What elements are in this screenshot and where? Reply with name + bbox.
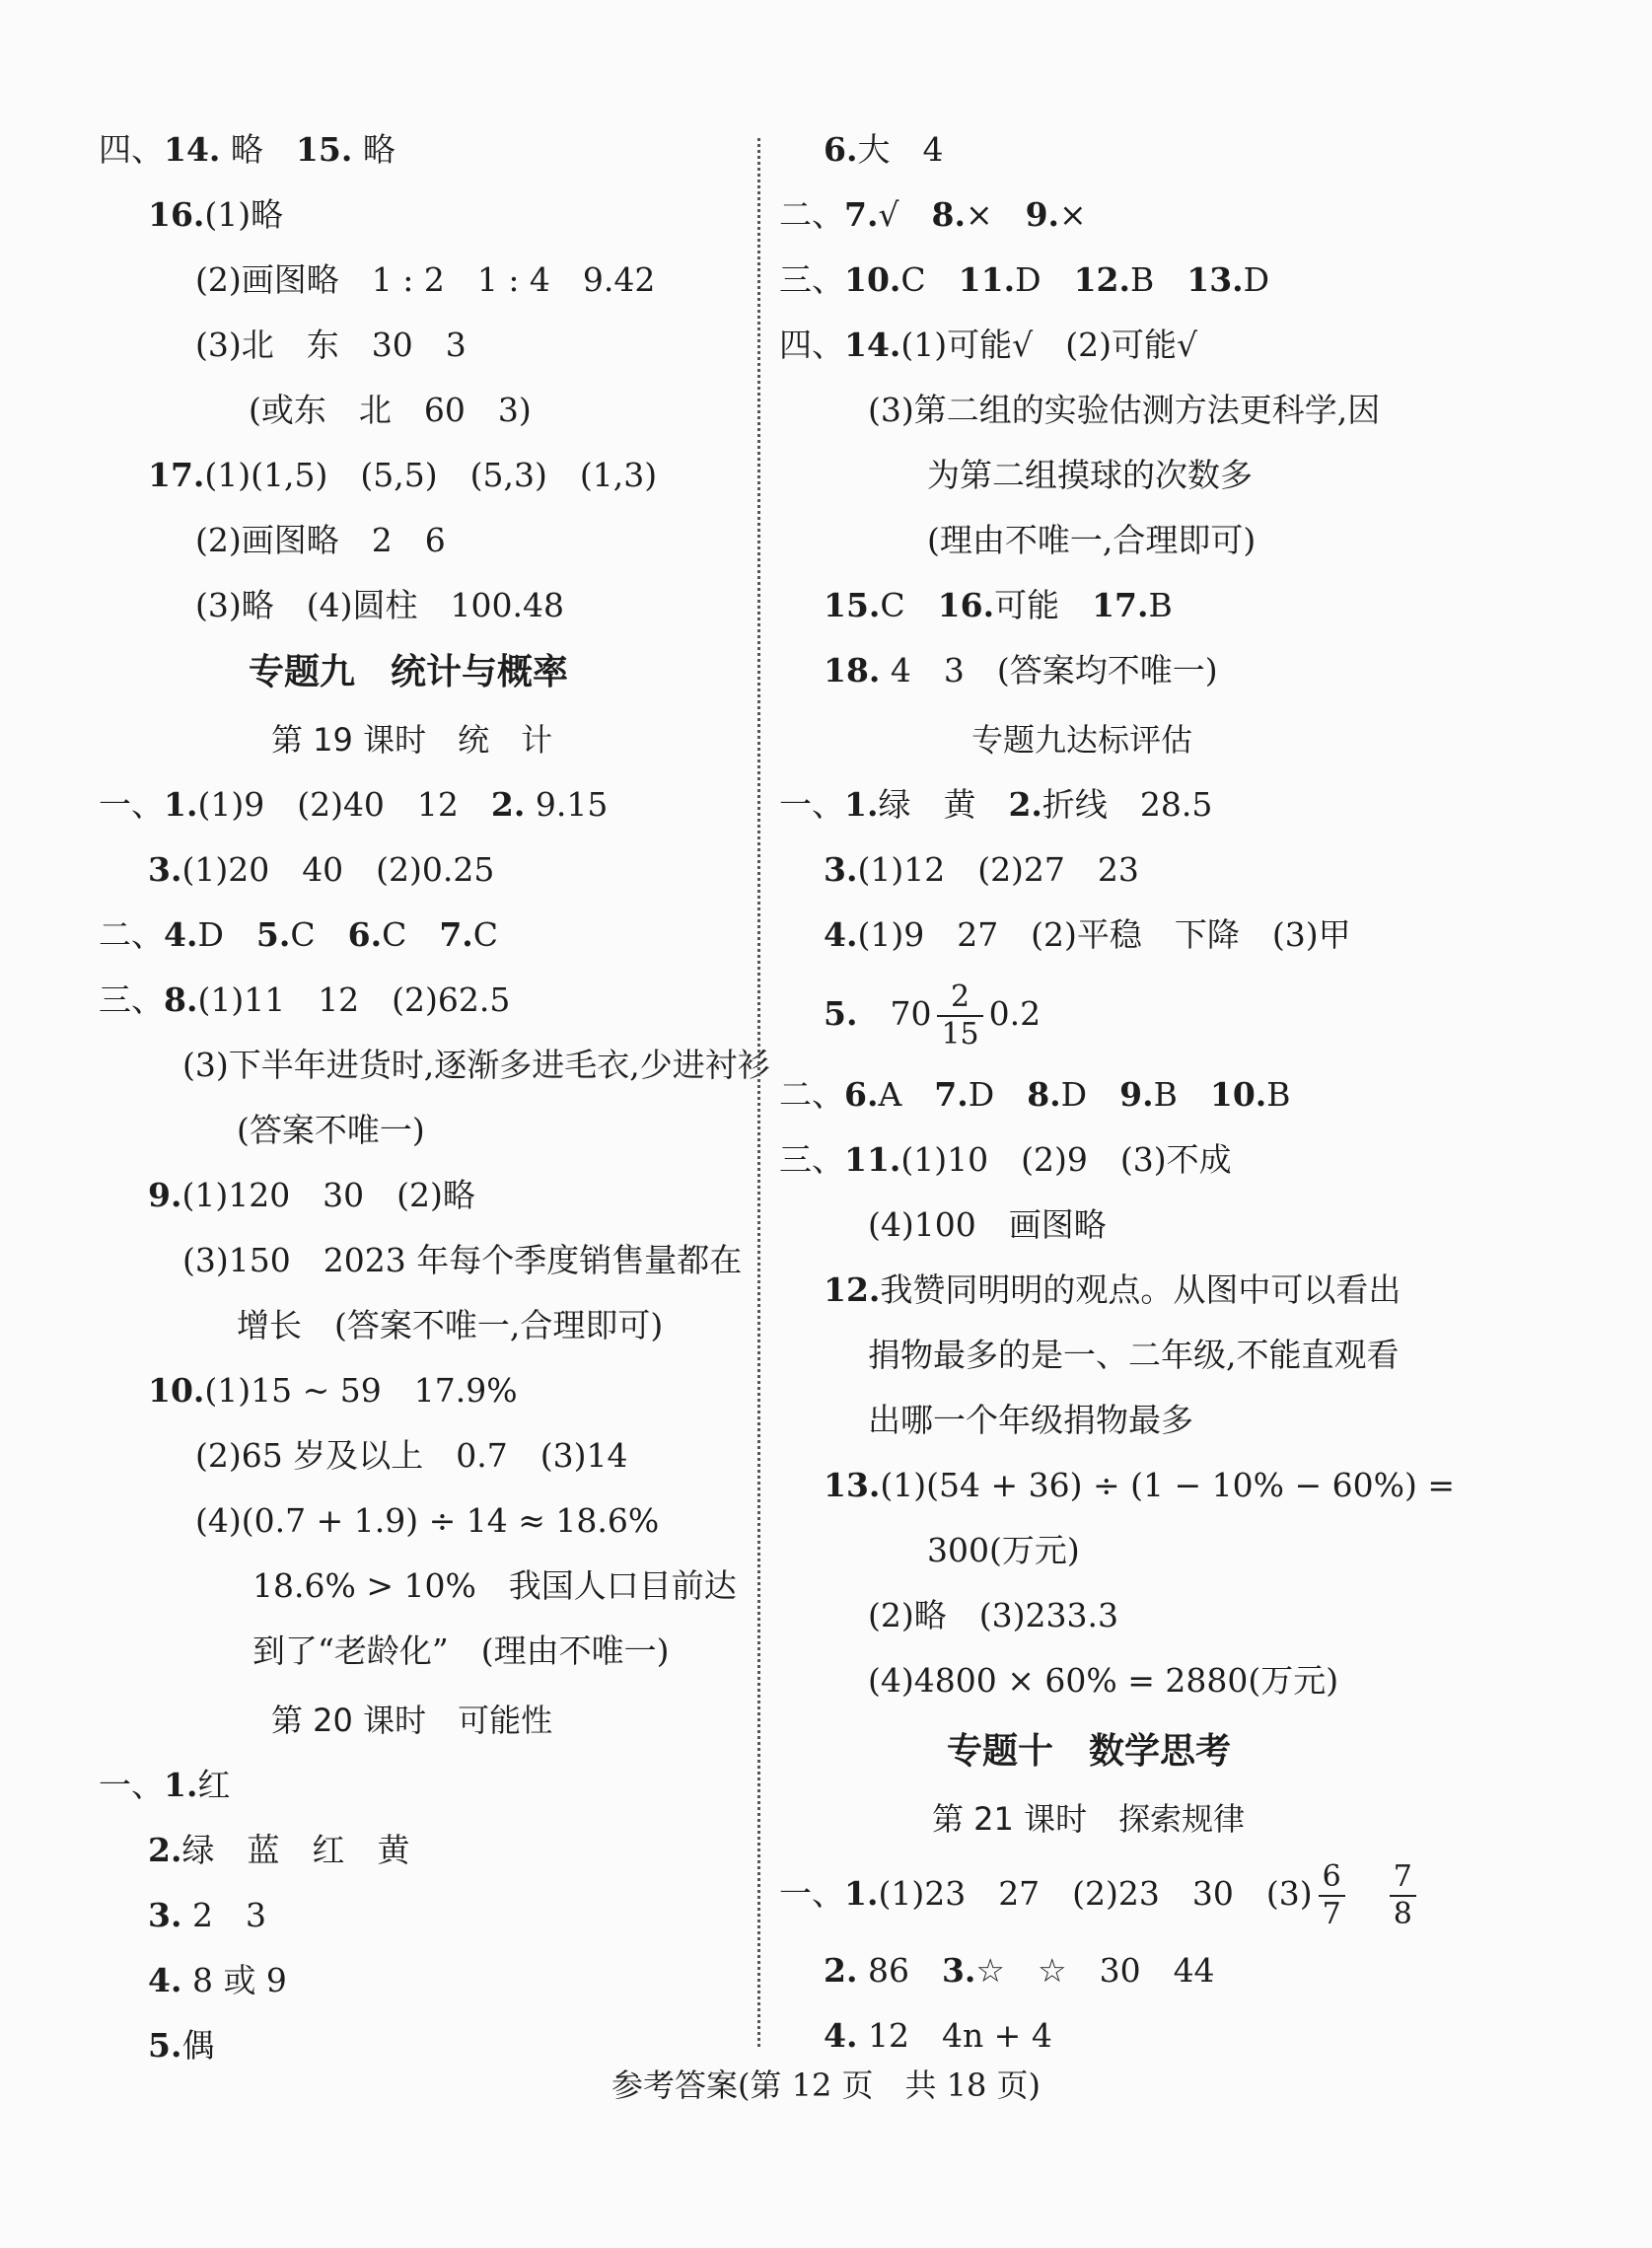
section-heading: 专题九 统计与概率 [249, 652, 569, 692]
answer-line: 二、4.D 5.C 6.C 7.C [99, 915, 499, 954]
answer-line: (3)北 东 30 3 [195, 326, 467, 364]
answer-line: 二、6.A 7.D 8.D 9.B 10.B [779, 1075, 1291, 1114]
answer-line: 四、14. 略 15. 略 [99, 130, 395, 169]
answer-line: (2)画图略 2 6 [195, 521, 446, 559]
section-heading: 专题十 数学思考 [947, 1731, 1232, 1772]
answer-line: (理由不唯一,合理即可) [927, 521, 1257, 559]
answer-line: (2)略 (3)233.3 [868, 1596, 1118, 1634]
answer-line: 到了“老龄化” (理由不唯一) [252, 1632, 670, 1670]
answer-line: 15.C 16.可能 17.B [824, 586, 1173, 624]
answer-line: 为第二组摸球的次数多 [927, 456, 1253, 494]
answer-line: 三、11.(1)10 (2)9 (3)不成 [779, 1140, 1232, 1179]
answer-line: 4.(1)9 27 (2)平稳 下降 (3)甲 [824, 915, 1351, 954]
answer-line: 5. 70 $\frac{2}{15}$ 0.2 [824, 979, 1041, 1051]
answer-line: 一、1.(1)23 27 (2)23 30 (3) $\frac{6}{7}$ $\frac{7}{8}$ [779, 1854, 1422, 1933]
answer-line: 300(万元) [927, 1531, 1080, 1569]
answer-line: 5.偶 [148, 2026, 215, 2065]
fraction: $\frac{7}{8}$ [1390, 1862, 1416, 1929]
answer-line: 16.(1)略 [148, 195, 284, 234]
lesson-heading: 第 19 课时 统 计 [271, 721, 553, 759]
fraction: $\frac{2}{15}$ [937, 982, 982, 1050]
answer-line: 6.大 4 [824, 130, 944, 169]
column-divider [757, 138, 760, 2047]
answer-line: 18. 4 3 (答案均不唯一) [824, 651, 1218, 689]
answer-line: 二、7.√ 8.× 9.× [779, 195, 1087, 234]
answer-line: 4. 12 4n + 4 [824, 2016, 1052, 2055]
answer-line: 三、10.C 11.D 12.B 13.D [779, 260, 1270, 299]
answer-line: 3. 2 3 [148, 1896, 266, 1934]
answer-line: 一、1.绿 黄 2.折线 28.5 [779, 785, 1213, 824]
answer-line: (2)画图略 1 : 2 1 : 4 9.42 [195, 260, 656, 299]
answer-line: 一、1.(1)9 (2)40 12 2. 9.15 [99, 785, 609, 824]
answer-line: (3)下半年进货时,逐渐多进毛衣,少进衬衫 [182, 1046, 770, 1084]
answer-line: 四、14.(1)可能√ (2)可能√ [779, 326, 1197, 364]
answer-line: 2. 86 3.☆ ☆ 30 44 [824, 1951, 1215, 1990]
answer-line: 10.(1)15 ~ 59 17.9% [148, 1371, 518, 1410]
page-footer: 参考答案(第 12 页 共 18 页) [611, 2067, 1041, 2104]
answer-line: 18.6% > 10% 我国人口目前达 [252, 1566, 737, 1605]
answer-line: (3)第二组的实验估测方法更科学,因 [868, 391, 1381, 429]
answer-line: 13.(1)(54 + 36) ÷ (1 − 10% − 60%) = [824, 1466, 1455, 1504]
lesson-heading: 第 20 课时 可能性 [271, 1702, 553, 1739]
answer-line: (3)略 (4)圆柱 100.48 [195, 586, 564, 624]
answer-line: 一、1.红 [99, 1766, 231, 1804]
answer-line: 9.(1)120 30 (2)略 [148, 1176, 475, 1214]
answer-line: 捐物最多的是一、二年级,不能直观看 [868, 1336, 1400, 1374]
answer-line: (4)(0.7 + 1.9) ÷ 14 ≈ 18.6% [195, 1501, 660, 1540]
answer-line: 三、8.(1)11 12 (2)62.5 [99, 980, 511, 1019]
answer-line: (或东 北 60 3) [249, 391, 532, 429]
answer-line: 2.绿 蓝 红 黄 [148, 1831, 410, 1869]
answer-line: 3.(1)20 40 (2)0.25 [148, 850, 495, 889]
answer-line: 出哪一个年级捐物最多 [868, 1401, 1193, 1439]
lesson-heading: 专题九达标评估 [971, 721, 1193, 759]
fraction: $\frac{6}{7}$ [1319, 1862, 1345, 1929]
answer-line: 17.(1)(1,5) (5,5) (5,3) (1,3) [148, 456, 658, 494]
answer-line: 3.(1)12 (2)27 23 [824, 850, 1139, 889]
answer-line: (4)4800 × 60% = 2880(万元) [868, 1661, 1339, 1700]
answer-line: (4)100 画图略 [868, 1205, 1107, 1244]
answer-line: (3)150 2023 年每个季度销售量都在 [182, 1241, 743, 1279]
lesson-heading: 第 21 课时 探索规律 [932, 1800, 1246, 1838]
answer-line: (2)65 岁及以上 0.7 (3)14 [195, 1436, 628, 1475]
answer-line: 4. 8 或 9 [148, 1961, 287, 1999]
answer-line: 增长 (答案不唯一,合理即可) [237, 1306, 664, 1344]
answer-line: (答案不唯一) [237, 1111, 425, 1149]
answer-line: 12.我赞同明明的观点。从图中可以看出 [824, 1270, 1401, 1309]
